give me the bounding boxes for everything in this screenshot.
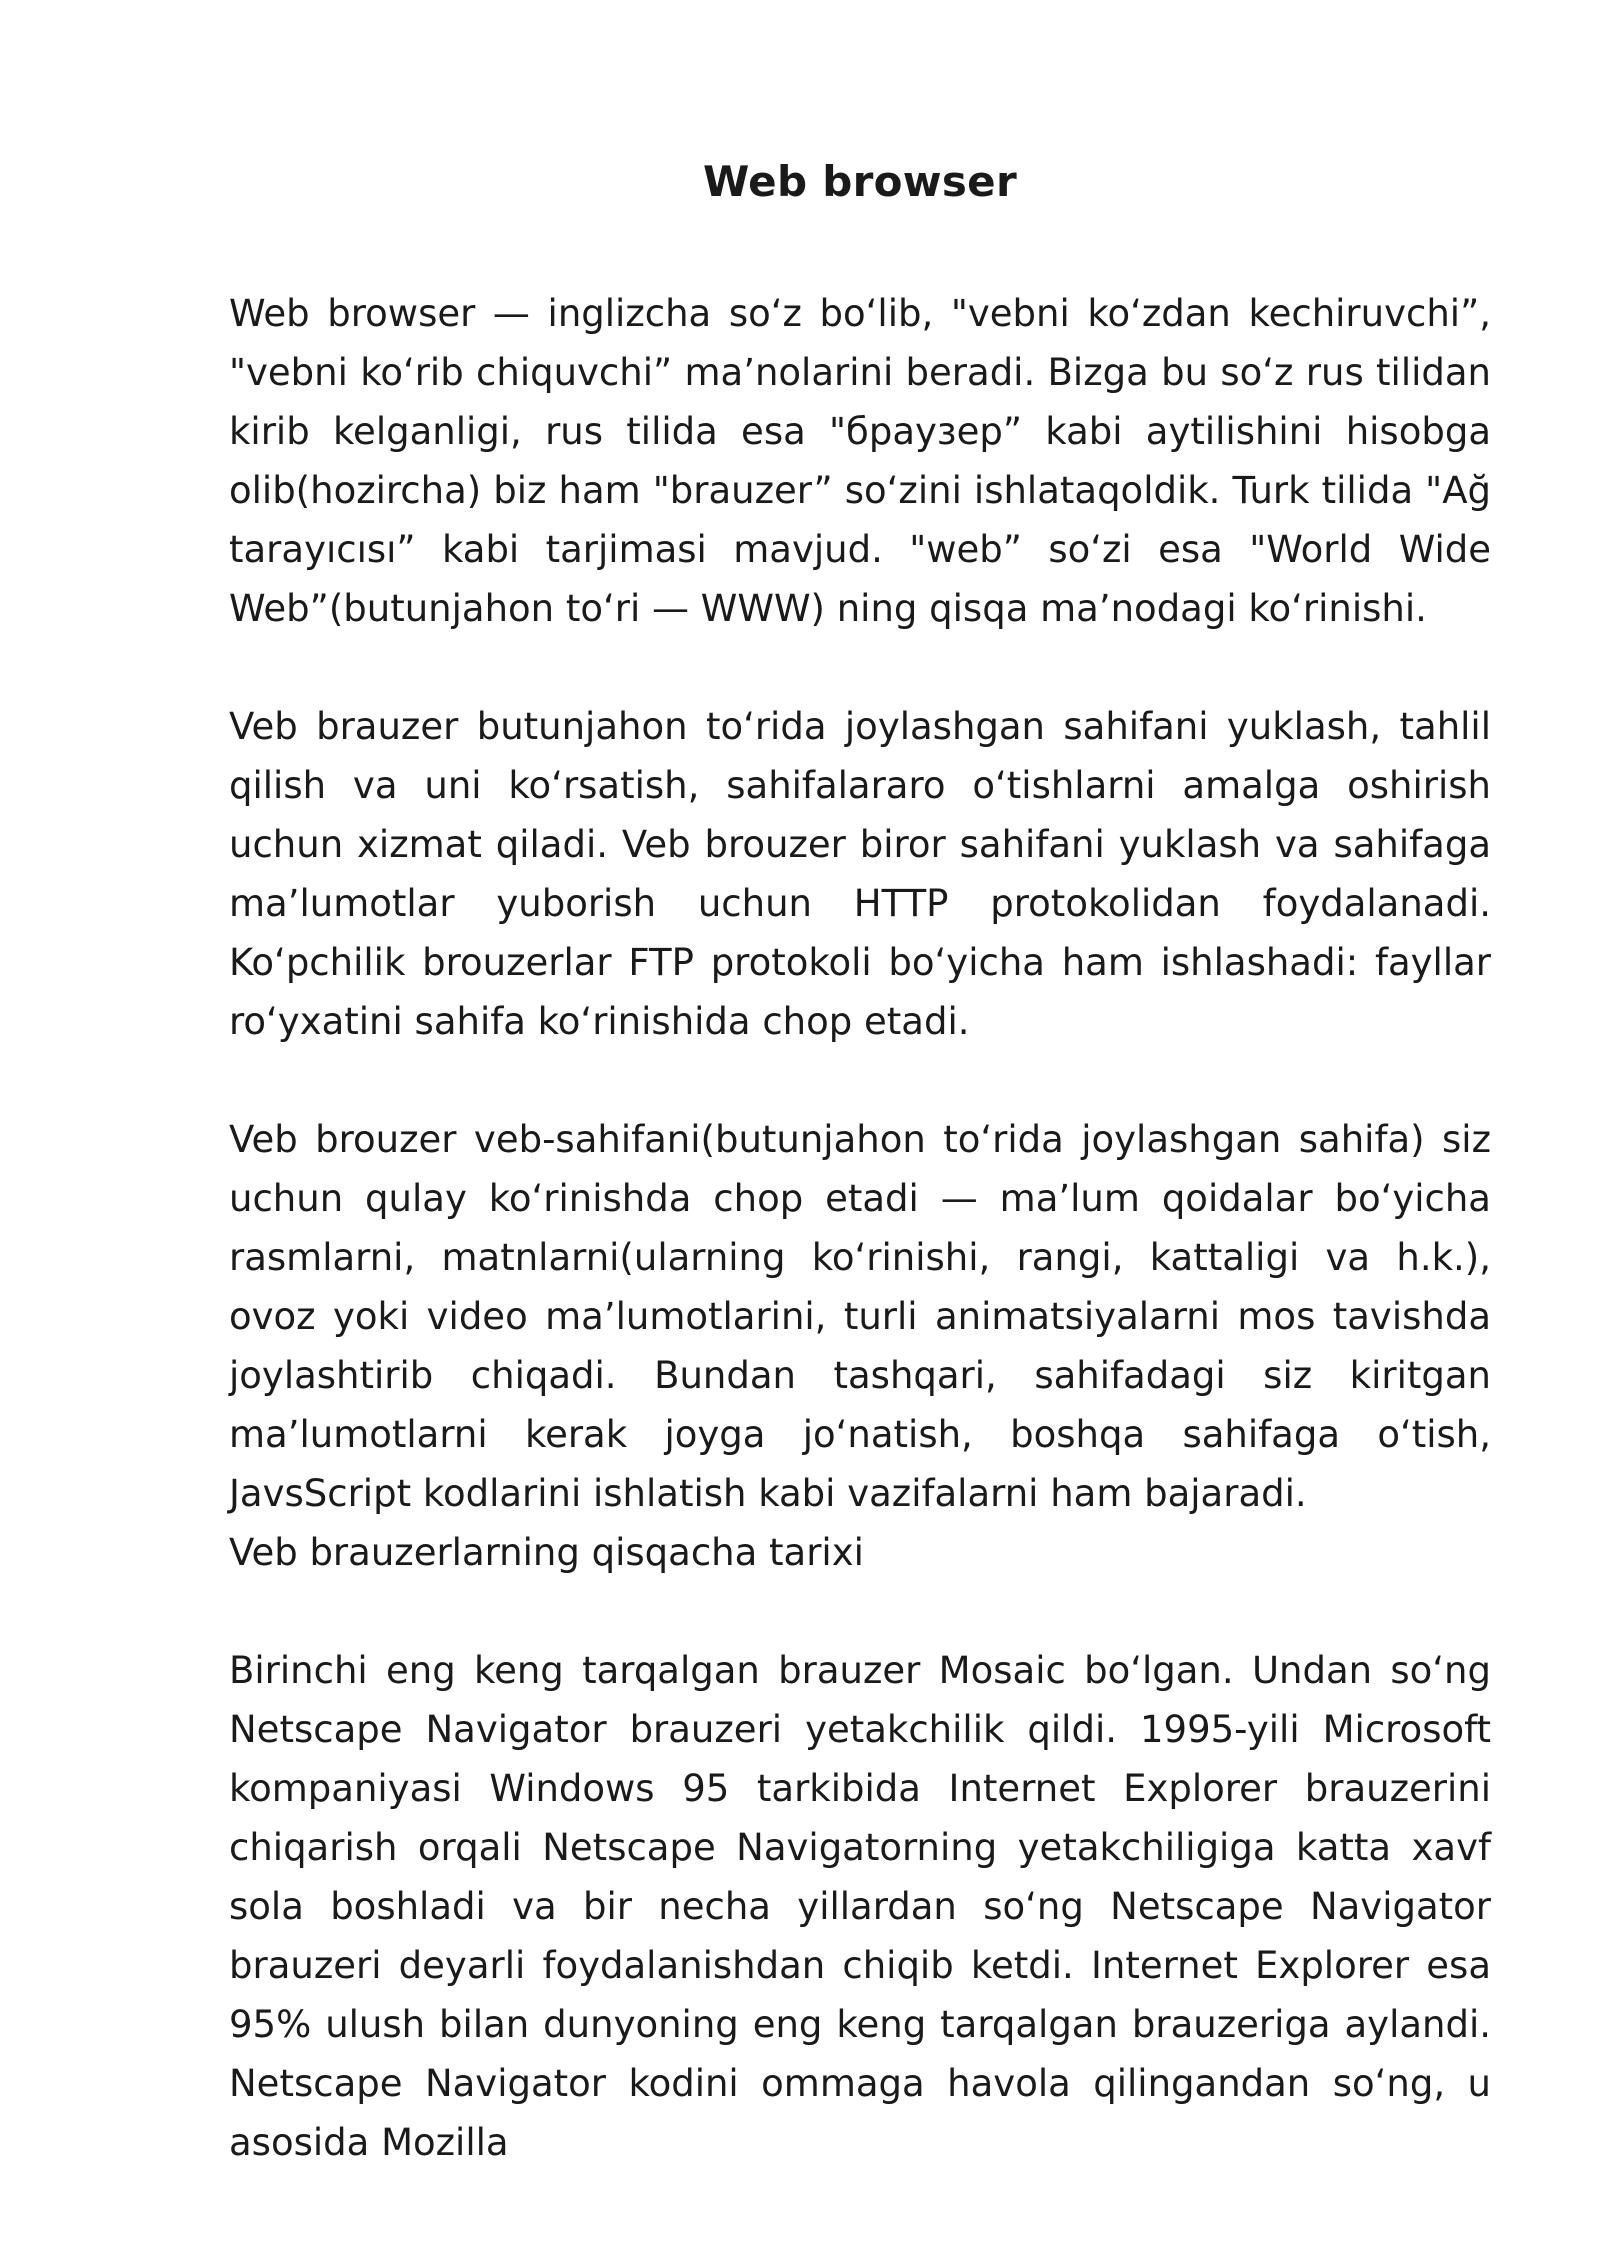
- section-heading-history: Veb brauzerlarning qisqacha tarixi: [229, 1531, 864, 1574]
- document-page: [229, 150, 1491, 2231]
- paragraph-functions: Veb brouzer veb-sahifani(butunjahon to‘rida joylashgan sahifa) siz uchun qulay ko‘rinishda chop etadi — ma’lum qoidalar bo‘yicha rasmlarni, matnlarni(ularning ko‘rinishi, rangi, kattaligi va h.k.), ovoz yoki video ma’lumotlarini, turli animatsiyalarni mos tavishda joylashtirib chiqadi. Bundan tashqari, sahifadagi siz kiritgan ma’lumotlarni kerak joyga jo‘natish, boshqa sahifaga o‘tish, JavsScript kodlarini ishlatish kabi vazifalarni ham bajaradi.: [229, 1118, 1491, 1515]
- document-title: Web browser: [703, 157, 1017, 206]
- paragraph-definition: Web browser — inglizcha so‘z bo‘lib, "vebni ko‘zdan kechiruvchi”, "vebni ko‘rib chiquvchi” ma’nolarini beradi. Bizga bu so‘z rus tilidan kirib kelganligi, rus tilida esa "браузер” kabi aytilishini hisobga olib(hozircha) biz ham "brauzer” so‘zini ishlataqoldik. Turk tilida "Ağ tarayıcısı” kabi tarjimasi mavjud. "web” so‘zi esa "World Wide Web”(butunjahon to‘ri — WWW) ning qisqa ma’nodagi ko‘rinishi.: [229, 292, 1491, 630]
- paragraph-purpose: Veb brauzer butunjahon to‘rida joylashgan sahifani yuklash, tahlil qilish va uni ko‘rsatish, sahifalararo o‘tishlarni amalga oshirish uchun xizmat qiladi. Veb brouzer biror sahifani yuklash va sahifaga ma’lumotlar yuborish uchun HTTP protokolidan foydalanadi. Ko‘pchilik brouzerlar FTP protokoli bo‘yicha ham ishlashadi: fayllar ro‘yxatini sahifa ko‘rinishida chop etadi.: [229, 705, 1491, 1043]
- paragraph-history: Birinchi eng keng tarqalgan brauzer Mosaic bo‘lgan. Undan so‘ng Netscape Navigator brauzeri yetakchilik qildi. 1995-yili Microsoft kompaniyasi Windows 95 tarkibida Internet Explorer brauzerini chiqarish orqali Netscape Navigatorning yetakchiligiga katta xavf sola boshladi va bir necha yillardan so‘ng Netscape Navigator brauzeri deyarli foydalanishdan chiqib ketdi. Internet Explorer esa 95% ulush bilan dunyoning eng keng tarqalgan brauzeriga aylandi. Netscape Navigator kodini ommaga havola qilingandan so‘ng, u asosida Mozilla: [229, 1649, 1491, 2164]
